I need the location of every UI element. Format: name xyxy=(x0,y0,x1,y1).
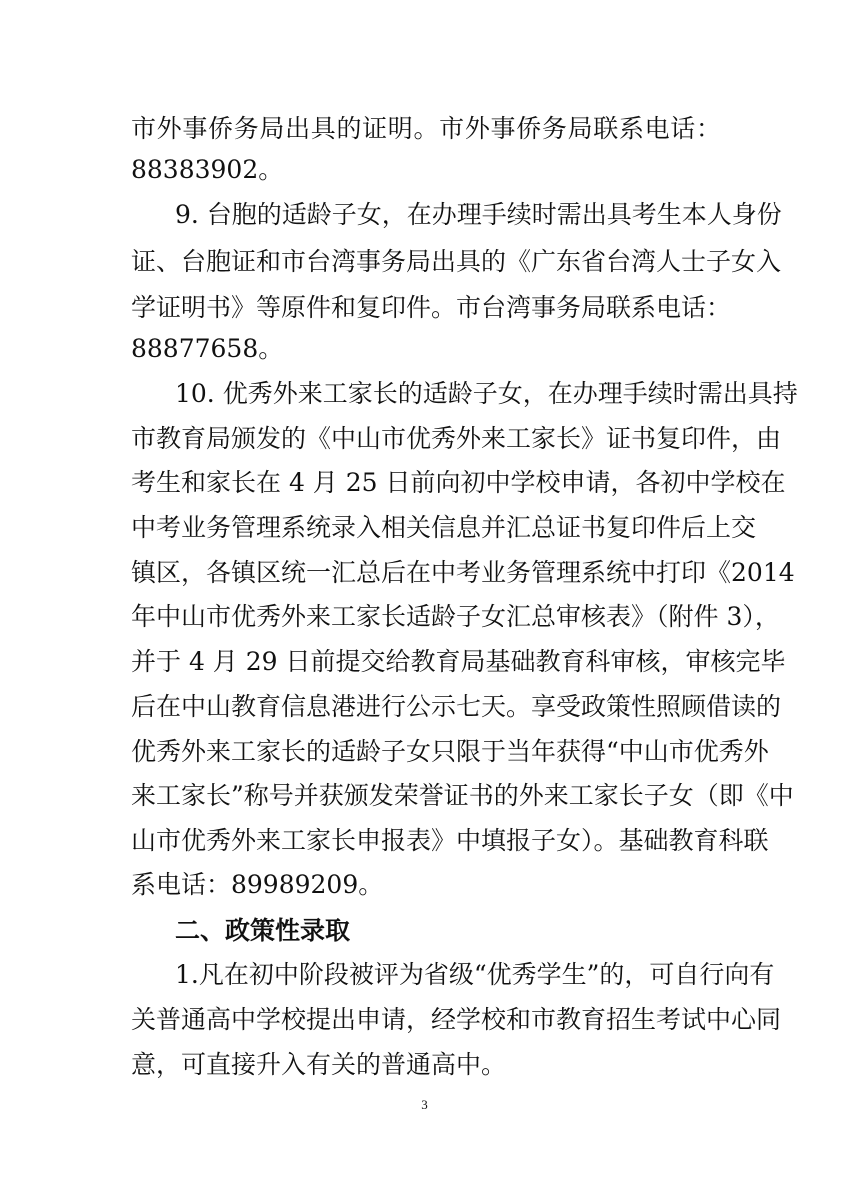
paragraph-line: 证、台胞证和市台湾事务局出具的《广东省台湾人士子女入 xyxy=(131,247,782,276)
paragraph-line: 意，可直接升入有关的普通高中。 xyxy=(131,1050,507,1079)
section-heading: 二、政策性录取 xyxy=(175,916,351,945)
paragraph-line: 1.凡在初中阶段被评为省级“优秀学生”的，可自行向有 xyxy=(175,960,775,989)
paragraph-line: 优秀外来工家长的适龄子女只限于当年获得“中山市优秀外 xyxy=(131,737,769,766)
paragraph-line: 市教育局颁发的《中山市优秀外来工家长》证书复印件，由 xyxy=(131,424,782,453)
paragraph-line: 市外事侨务局出具的证明。市外事侨务局联系电话： xyxy=(131,114,721,143)
paragraph-line: 来工家长”称号并获颁发荣誉证书的外来工家长子女（即《中 xyxy=(131,781,794,810)
paragraph-line: 88877658。 xyxy=(131,334,284,363)
paragraph-line: 10. 优秀外来工家长的适龄子女，在办理手续时需出具持 xyxy=(175,379,798,408)
paragraph-line: 系电话：89989209。 xyxy=(131,870,384,899)
paragraph-line: 中考业务管理系统录入相关信息并汇总证书复印件后上交 xyxy=(131,513,757,542)
paragraph-line: 考生和家长在 4 月 25 日前向初中学校申请，各初中学校在 xyxy=(131,468,786,497)
page-number: 3 xyxy=(421,1097,428,1112)
paragraph-line: 88383902。 xyxy=(131,155,284,184)
paragraph-line: 并于 4 月 29 日前提交给教育局基础教育科审核，审核完毕 xyxy=(131,647,786,676)
paragraph-line: 年中山市优秀外来工家长适龄子女汇总审核表》（附件 3）， xyxy=(131,602,780,631)
paragraph-line: 关普通高中学校提出申请，经学校和市教育招生考试中心同 xyxy=(131,1005,782,1034)
paragraph-line: 后在中山教育信息港进行公示七天。享受政策性照顾借读的 xyxy=(131,692,782,721)
paragraph-line: 学证明书》等原件和复印件。市台湾事务局联系电话： xyxy=(131,293,732,322)
paragraph-line: 镇区，各镇区统一汇总后在中考业务管理系统中打印《2014 xyxy=(131,558,795,587)
paragraph-line: 9. 台胞的适龄子女，在办理手续时需出具考生本人身份 xyxy=(175,200,782,229)
paragraph-line: 山市优秀外来工家长申报表》中填报子女）。基础教育科联 xyxy=(131,826,769,855)
